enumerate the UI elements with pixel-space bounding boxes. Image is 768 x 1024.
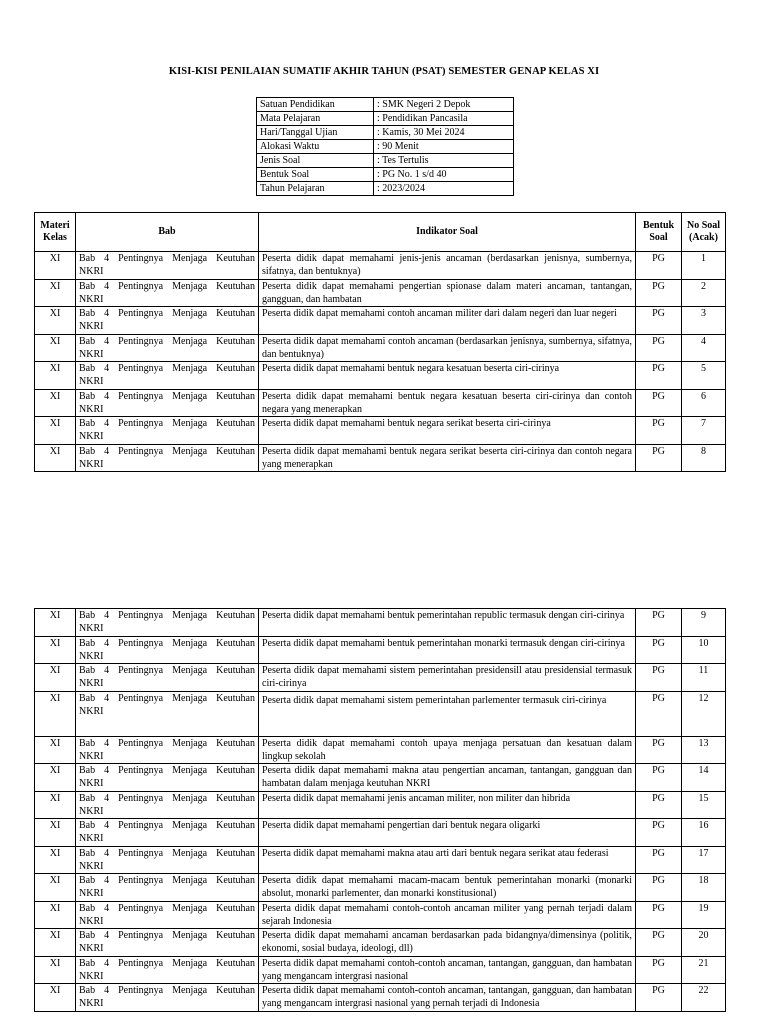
- table-row: [35, 307, 726, 335]
- cell-no-soal: 6: [682, 389, 726, 417]
- cell-bab: Bab 4 Pentingnya Menjaga Keutuhan NKRI: [76, 389, 259, 417]
- cell-bentuk-soal: PG: [636, 846, 682, 874]
- table-row: [35, 334, 726, 362]
- cell-no-soal: 5: [682, 362, 726, 390]
- cell-no-soal: 21: [682, 956, 726, 984]
- info-key: Satuan Pendidikan: [257, 98, 374, 112]
- cell-bab: Bab 4 Pentingnya Menjaga Keutuhan NKRI: [76, 664, 259, 692]
- table-row: [35, 252, 726, 280]
- cell-bab: Bab 4 Pentingnya Menjaga Keutuhan NKRI: [76, 307, 259, 335]
- info-value: : 90 Menit: [374, 140, 514, 154]
- cell-materi-kelas: XI: [35, 764, 76, 792]
- info-value: : 2023/2024: [374, 182, 514, 196]
- cell-bab: Bab 4 Pentingnya Menjaga Keutuhan NKRI: [76, 636, 259, 664]
- cell-no-soal: 22: [682, 984, 726, 1012]
- cell-bentuk-soal: PG: [636, 736, 682, 764]
- table-row: [35, 636, 726, 664]
- cell-no-soal: 13: [682, 736, 726, 764]
- cell-no-soal: 4: [682, 334, 726, 362]
- cell-bentuk-soal: PG: [636, 764, 682, 792]
- cell-materi-kelas: XI: [35, 444, 76, 472]
- table-row: [35, 791, 726, 819]
- table-row: [35, 691, 726, 736]
- cell-indikator-soal: Peserta didik dapat memahami bentuk negara kesatuan beserta ciri-cirinya: [259, 362, 636, 390]
- cell-bab: Bab 4 Pentingnya Menjaga Keutuhan NKRI: [76, 691, 259, 736]
- info-key: Bentuk Soal: [257, 168, 374, 182]
- cell-no-soal: 17: [682, 846, 726, 874]
- cell-bentuk-soal: PG: [636, 791, 682, 819]
- cell-no-soal: 3: [682, 307, 726, 335]
- cell-no-soal: 19: [682, 901, 726, 929]
- cell-bab: Bab 4 Pentingnya Menjaga Keutuhan NKRI: [76, 334, 259, 362]
- cell-no-soal: 16: [682, 819, 726, 847]
- cell-no-soal: 8: [682, 444, 726, 472]
- table-row: [35, 956, 726, 984]
- info-value: : Tes Tertulis: [374, 154, 514, 168]
- cell-materi-kelas: XI: [35, 846, 76, 874]
- info-row: [257, 168, 514, 182]
- info-row: [257, 154, 514, 168]
- cell-indikator-soal: Peserta didik dapat memahami bentuk negara kesatuan beserta ciri-cirinya dan contoh negara yang menerapkan: [259, 389, 636, 417]
- cell-bab: Bab 4 Pentingnya Menjaga Keutuhan NKRI: [76, 791, 259, 819]
- cell-materi-kelas: XI: [35, 791, 76, 819]
- info-row: [257, 98, 514, 112]
- cell-bentuk-soal: PG: [636, 819, 682, 847]
- cell-materi-kelas: XI: [35, 389, 76, 417]
- cell-indikator-soal: Peserta didik dapat memahami makna atau pengertian ancaman, tantangan, gangguan dan hambatan dalam menjaga keutuhan NKRI: [259, 764, 636, 792]
- cell-bab: Bab 4 Pentingnya Menjaga Keutuhan NKRI: [76, 956, 259, 984]
- cell-indikator-soal: Peserta didik dapat memahami bentuk negara serikat beserta ciri-cirinya dan contoh negara yang menerapkan: [259, 444, 636, 472]
- cell-materi-kelas: XI: [35, 691, 76, 736]
- cell-no-soal: 2: [682, 279, 726, 307]
- header-bab: Bab: [76, 213, 259, 252]
- cell-indikator-soal: Peserta didik dapat memahami sistem pemerintahan presidensill atau presidensial termasuk ciri-cirinya: [259, 664, 636, 692]
- cell-bentuk-soal: PG: [636, 956, 682, 984]
- table-row: [35, 929, 726, 957]
- table-row: [35, 736, 726, 764]
- cell-bentuk-soal: PG: [636, 609, 682, 637]
- cell-materi-kelas: XI: [35, 252, 76, 280]
- cell-bentuk-soal: PG: [636, 252, 682, 280]
- cell-bab: Bab 4 Pentingnya Menjaga Keutuhan NKRI: [76, 417, 259, 445]
- table-row: [35, 819, 726, 847]
- cell-bab: Bab 4 Pentingnya Menjaga Keutuhan NKRI: [76, 444, 259, 472]
- cell-no-soal: 20: [682, 929, 726, 957]
- cell-bentuk-soal: PG: [636, 636, 682, 664]
- cell-materi-kelas: XI: [35, 901, 76, 929]
- info-value: : Kamis, 30 Mei 2024: [374, 126, 514, 140]
- info-value: : SMK Negeri 2 Depok: [374, 98, 514, 112]
- cell-materi-kelas: XI: [35, 334, 76, 362]
- header-bentuk-soal: Bentuk Soal: [636, 213, 682, 252]
- cell-no-soal: 11: [682, 664, 726, 692]
- cell-bab: Bab 4 Pentingnya Menjaga Keutuhan NKRI: [76, 901, 259, 929]
- cell-bab: Bab 4 Pentingnya Menjaga Keutuhan NKRI: [76, 279, 259, 307]
- cell-bentuk-soal: PG: [636, 362, 682, 390]
- cell-bentuk-soal: PG: [636, 279, 682, 307]
- cell-materi-kelas: XI: [35, 736, 76, 764]
- cell-bab: Bab 4 Pentingnya Menjaga Keutuhan NKRI: [76, 609, 259, 637]
- cell-no-soal: 12: [682, 691, 726, 736]
- cell-bentuk-soal: PG: [636, 664, 682, 692]
- cell-materi-kelas: XI: [35, 307, 76, 335]
- info-row: [257, 126, 514, 140]
- cell-indikator-soal: Peserta didik dapat memahami pengertian dari bentuk negara oligarki: [259, 819, 636, 847]
- cell-indikator-soal: Peserta didik dapat memahami contoh-contoh ancaman militer yang pernah terjadi dalam sejarah Indonesia: [259, 901, 636, 929]
- cell-indikator-soal: Peserta didik dapat memahami contoh ancaman militer dari dalam negeri dan luar negeri: [259, 307, 636, 335]
- cell-bab: Bab 4 Pentingnya Menjaga Keutuhan NKRI: [76, 984, 259, 1012]
- info-key: Tahun Pelajaran: [257, 182, 374, 196]
- cell-no-soal: 14: [682, 764, 726, 792]
- cell-materi-kelas: XI: [35, 819, 76, 847]
- header-indikator-soal: Indikator Soal: [259, 213, 636, 252]
- cell-indikator-soal: Peserta didik dapat memahami contoh-contoh ancaman, tantangan, gangguan, dan hambatan yang mengancam intergrasi nasional yang pernah terjadi di Indonesia: [259, 984, 636, 1012]
- cell-bentuk-soal: PG: [636, 444, 682, 472]
- cell-no-soal: 10: [682, 636, 726, 664]
- cell-indikator-soal: Peserta didik dapat memahami jenis-jenis ancaman (berdasarkan jenisnya, sumbernya, sifatnya, dan bentuknya): [259, 252, 636, 280]
- info-key: Alokasi Waktu: [257, 140, 374, 154]
- cell-indikator-soal: Peserta didik dapat memahami contoh ancaman (berdasarkan jenisnya, sumbernya, sifatnya, dan bentuknya): [259, 334, 636, 362]
- cell-no-soal: 18: [682, 874, 726, 902]
- cell-bentuk-soal: PG: [636, 691, 682, 736]
- info-key: Hari/Tanggal Ujian: [257, 126, 374, 140]
- cell-materi-kelas: XI: [35, 956, 76, 984]
- cell-bentuk-soal: PG: [636, 389, 682, 417]
- cell-materi-kelas: XI: [35, 929, 76, 957]
- cell-bab: Bab 4 Pentingnya Menjaga Keutuhan NKRI: [76, 819, 259, 847]
- table-row: [35, 764, 726, 792]
- cell-bentuk-soal: PG: [636, 874, 682, 902]
- table-row: [35, 362, 726, 390]
- cell-materi-kelas: XI: [35, 636, 76, 664]
- info-value: : PG No. 1 s/d 40: [374, 168, 514, 182]
- cell-bab: Bab 4 Pentingnya Menjaga Keutuhan NKRI: [76, 362, 259, 390]
- cell-bab: Bab 4 Pentingnya Menjaga Keutuhan NKRI: [76, 764, 259, 792]
- table-row: [35, 279, 726, 307]
- cell-indikator-soal: Peserta didik dapat memahami contoh upaya menjaga persatuan dan kesatuan dalam lingkup sekolah: [259, 736, 636, 764]
- info-table: [256, 97, 514, 196]
- cell-indikator-soal: Peserta didik dapat memahami bentuk pemerintahan republic termasuk dengan ciri-cirinya: [259, 609, 636, 637]
- kisi-kisi-table-page2: [34, 608, 726, 1012]
- cell-bentuk-soal: PG: [636, 929, 682, 957]
- cell-materi-kelas: XI: [35, 874, 76, 902]
- cell-bab: Bab 4 Pentingnya Menjaga Keutuhan NKRI: [76, 252, 259, 280]
- cell-materi-kelas: XI: [35, 984, 76, 1012]
- cell-indikator-soal: Peserta didik dapat memahami bentuk pemerintahan monarki termasuk dengan ciri-cirinya: [259, 636, 636, 664]
- cell-indikator-soal: Peserta didik dapat memahami macam-macam bentuk pemerintahan monarki (monarki absolut, monarki parlementer, dan monarki konstitusional): [259, 874, 636, 902]
- cell-bab: Bab 4 Pentingnya Menjaga Keutuhan NKRI: [76, 736, 259, 764]
- cell-indikator-soal: Peserta didik dapat memahami bentuk negara serikat beserta ciri-cirinya: [259, 417, 636, 445]
- cell-bab: Bab 4 Pentingnya Menjaga Keutuhan NKRI: [76, 846, 259, 874]
- cell-bab: Bab 4 Pentingnya Menjaga Keutuhan NKRI: [76, 929, 259, 957]
- table-row: [35, 984, 726, 1012]
- table-row: [35, 664, 726, 692]
- header-no-soal: No Soal (Acak): [682, 213, 726, 252]
- cell-bentuk-soal: PG: [636, 901, 682, 929]
- cell-materi-kelas: XI: [35, 279, 76, 307]
- info-row: [257, 112, 514, 126]
- header-materi-kelas: Materi Kelas: [35, 213, 76, 252]
- document-title: KISI-KISI PENILAIAN SUMATIF AKHIR TAHUN (PSAT) SEMESTER GENAP KELAS XI: [168, 66, 600, 77]
- table-row: [35, 389, 726, 417]
- kisi-kisi-table-page1: [34, 212, 726, 472]
- cell-indikator-soal: Peserta didik dapat memahami pengertian spionase dalam materi ancaman, tantangan, gangguan, dan hambatan: [259, 279, 636, 307]
- cell-indikator-soal: Peserta didik dapat memahami contoh-contoh ancaman, tantangan, gangguan, dan hambatan yang mengancam intergrasi nasional: [259, 956, 636, 984]
- cell-materi-kelas: XI: [35, 664, 76, 692]
- table-row: [35, 609, 726, 637]
- cell-indikator-soal: Peserta didik dapat memahami sistem pemerintahan parlementer termasuk ciri-cirinya: [259, 691, 636, 736]
- cell-bentuk-soal: PG: [636, 417, 682, 445]
- table-row: [35, 901, 726, 929]
- cell-materi-kelas: XI: [35, 362, 76, 390]
- cell-materi-kelas: XI: [35, 417, 76, 445]
- info-key: Jenis Soal: [257, 154, 374, 168]
- table-row: [35, 444, 726, 472]
- info-row: [257, 182, 514, 196]
- cell-bentuk-soal: PG: [636, 334, 682, 362]
- info-row: [257, 140, 514, 154]
- table-row: [35, 417, 726, 445]
- cell-bab: Bab 4 Pentingnya Menjaga Keutuhan NKRI: [76, 874, 259, 902]
- cell-no-soal: 15: [682, 791, 726, 819]
- info-value: : Pendidikan Pancasila: [374, 112, 514, 126]
- table-row: [35, 874, 726, 902]
- cell-no-soal: 7: [682, 417, 726, 445]
- cell-bentuk-soal: PG: [636, 307, 682, 335]
- cell-materi-kelas: XI: [35, 609, 76, 637]
- cell-bentuk-soal: PG: [636, 984, 682, 1012]
- cell-no-soal: 9: [682, 609, 726, 637]
- table-row: [35, 846, 726, 874]
- cell-indikator-soal: Peserta didik dapat memahami jenis ancaman militer, non militer dan hibrida: [259, 791, 636, 819]
- cell-no-soal: 1: [682, 252, 726, 280]
- cell-indikator-soal: Peserta didik dapat memahami ancaman berdasarkan pada bidangnya/dimensinya (politik, ekonomi, sosial budaya, ideologi, dll): [259, 929, 636, 957]
- cell-indikator-soal: Peserta didik dapat memahami makna atau arti dari bentuk negara serikat atau federasi: [259, 846, 636, 874]
- info-key: Mata Pelajaran: [257, 112, 374, 126]
